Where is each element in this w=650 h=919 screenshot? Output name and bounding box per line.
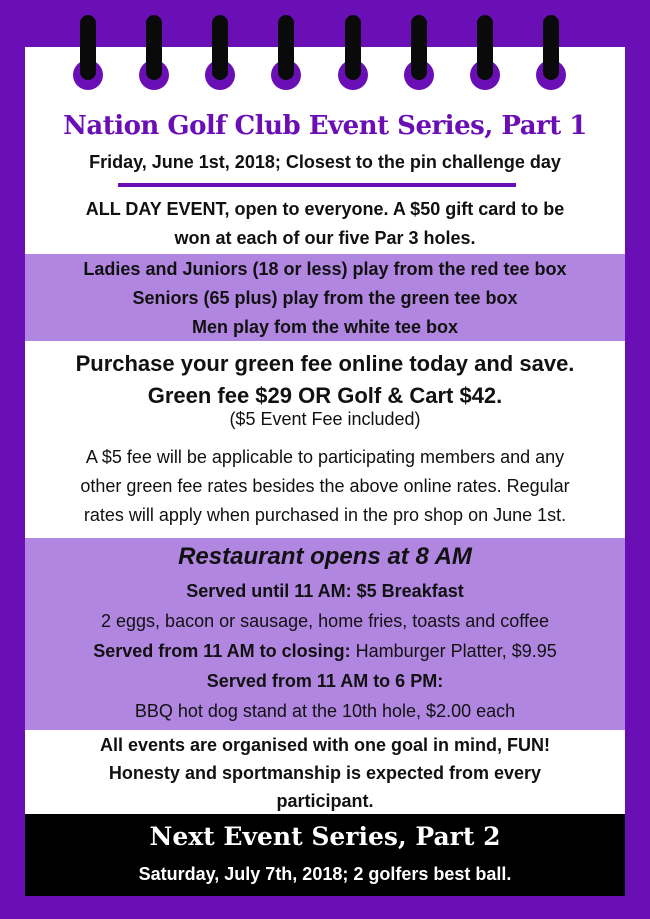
next-event-footer <box>25 814 625 896</box>
restaurant-heading: Restaurant opens at 8 AM <box>178 543 472 570</box>
purchase-section <box>25 349 625 429</box>
closing-line: Honesty and sportmanship is expected from every <box>108 763 542 783</box>
tee-box-line: Men play fom the white tee box <box>191 317 459 337</box>
page-subtitle: Friday, June 1st, 2018; Closest to the pin challenge day <box>89 152 561 172</box>
ring-bar <box>146 15 162 80</box>
closing-line: All events are organised with one goal in mind, FUN! <box>99 735 551 755</box>
ring-bar <box>543 15 559 80</box>
restaurant-band <box>25 538 625 730</box>
closing-text <box>25 731 625 815</box>
ring-bar <box>411 15 427 80</box>
tee-box-line: Ladies and Juniors (18 or less) play from the red tee box <box>83 259 567 279</box>
fee-note-line: rates will apply when purchased in the pro shop on June 1st. <box>83 505 567 525</box>
bbq-item: BBQ hot dog stand at the 10th hole, $2.00 each <box>134 701 516 721</box>
intro-text <box>25 195 625 253</box>
event-fee-note: ($5 Event Fee included) <box>229 409 421 429</box>
lunch-line <box>25 636 625 666</box>
bbq-label: Served from 11 AM to 6 PM: <box>206 671 444 691</box>
fee-note <box>25 443 625 530</box>
divider <box>118 183 516 187</box>
tee-box-line: Seniors (65 plus) play from the green tee box <box>132 288 518 308</box>
lunch-item: Hamburger Platter, $9.95 <box>350 641 557 661</box>
fee-note-line: A $5 fee will be applicable to participating members and any <box>85 447 565 467</box>
ring-bar <box>345 15 361 80</box>
purchase-line: Purchase your green fee online today and save. <box>75 351 575 376</box>
ring-bar <box>278 15 294 80</box>
next-event-subtitle: Saturday, July 7th, 2018; 2 golfers best ball. <box>138 864 512 884</box>
page-title: Nation Golf Club Event Series, Part 1 <box>63 111 587 141</box>
fee-note-line: other green fee rates besides the above online rates. Regular <box>80 476 570 496</box>
closing-line: participant. <box>276 791 374 811</box>
ring-bar <box>212 15 228 80</box>
intro-line: ALL DAY EVENT, open to everyone. A $50 gift card to be <box>85 199 565 219</box>
ring-bar <box>80 15 96 80</box>
intro-line: won at each of our five Par 3 holes. <box>174 228 476 248</box>
breakfast-line: Served until 11 AM: $5 Breakfast <box>186 581 464 601</box>
lunch-label: Served from 11 AM to closing: <box>93 641 351 661</box>
ring-bar <box>477 15 493 80</box>
tee-box-band <box>25 254 625 341</box>
breakfast-items: 2 eggs, bacon or sausage, home fries, toasts and coffee <box>101 611 549 631</box>
green-fee-line: Green fee $29 OR Golf & Cart $42. <box>147 383 503 408</box>
next-event-title: Next Event Series, Part 2 <box>149 822 501 851</box>
